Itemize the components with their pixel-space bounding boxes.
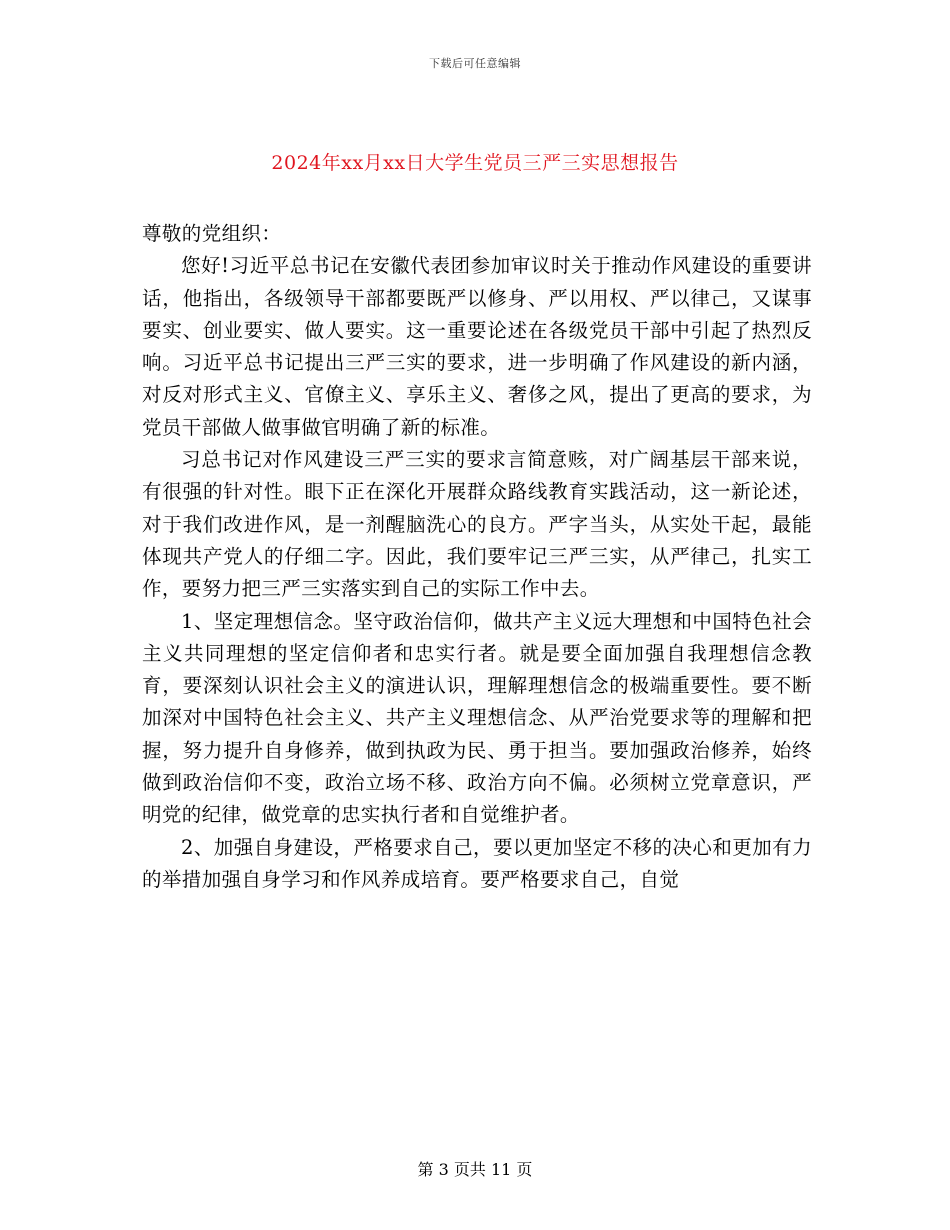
paragraph: 习总书记对作风建设三严三实的要求言简意赅，对广阔基层干部来说，有很强的针对性。眼下正在深化开展群众路线教育实践活动，这一新论述，对于我们改进作风，是一剂醒脑洗心的良方。严字当头，从实处干起，最能体现共产党人的仔细二字。因此，我们要牢记三严三实，从严律己，扎实工作，要努力把三严三实落实到自己的实际工作中去。 [142,448,812,601]
header-note: 下载后可任意编辑 [429,57,521,70]
document-title: 2024年xx月xx日大学生党员三严三实思想报告 [271,152,679,174]
paragraph: 2、加强自身建设，严格要求自己，要以更加坚定不移的决心和更加有力的举措加强自身学习和作风养成培育。要严格要求自己，自觉 [142,835,812,891]
document-body [142,218,812,896]
salutation: 尊敬的党组织： [142,222,282,245]
paragraph: 1、坚定理想信念。坚守政治信仰，做共产主义远大理想和中国特色社会主义共同理想的坚定信仰者和忠实行者。就是要全面加强自我理想信念教育，要深刻认识社会主义的演进认识，理解理想信念的极端重要性。要不断加深对中国特色社会主义、共产主义理想信念、从严治党要求等的理解和把握，努力提升自身修养，做到执政为民、勇于担当。要加强政治修养，始终做到政治信仰不变，政治立场不移、政治方向不偏。必须树立党章意识，严明党的纪律，做党章的忠实执行者和自觉维护者。 [142,609,812,827]
page-number: 第 3 页共 11 页 [417,1160,533,1179]
paragraph: 您好!习近平总书记在安徽代表团参加审议时关于推动作风建设的重要讲话，他指出，各级领导干部都要既严以修身、严以用权、严以律己，又谋事要实、创业要实、做人要实。这一重要论述在各级党员干部中引起了热烈反响。习近平总书记提出三严三实的要求，进一步明确了作风建设的新内涵，对反对形式主义、官僚主义、享乐主义、奢侈之风，提出了更高的要求，为党员干部做人做事做官明确了新的标准。 [142,254,812,439]
